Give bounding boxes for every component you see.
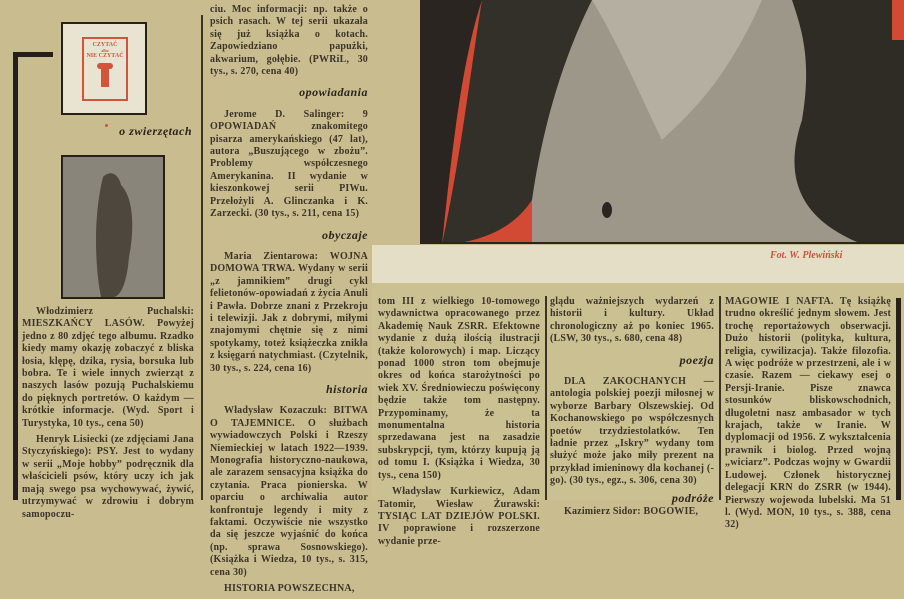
book-review: Henryk Lisiecki (ze zdjęciami Jana Styczyńskiego): PSY. Jest to wydany w serii „Moje hobby” podręcznik dla właścicieli psów, który uczy ich jak mają swego psa wychowywać, żywić, utrzymywać w zdrowiu i dobrym samopoczu- bbox=[22, 434, 194, 520]
section-heading: podróże bbox=[671, 490, 714, 505]
book-review: ciu. Moc informacji: np. także o psich rasach. W tej serii ukazała się już książka o kotach. Zapowiedziano papużki, akwarium, gołębie. (PWRiL, 30 tys., s. 270, cena 40) bbox=[210, 4, 368, 78]
marmot-photo bbox=[61, 155, 165, 299]
section-heading: obyczaje bbox=[322, 227, 368, 242]
book-review: DLA ZAKOCHANYCH — antologia polskiej poezji miłosnej w wyborze Barbary Olszewskiej. Od Kochanowskiego po współczesnych poetów trzydziestolatków. Ten ładnie przez „Iskry” wydany tom służyć może jako miły prezent na przykład imieninowy dla kochanej (-go). (30 tys., egz., s. 306, cena 30) bbox=[550, 376, 714, 487]
book-review: Włodzimierz Puchalski: MIESZKAŃCY LASÓW. Powyżej jedno z 80 zdjęć tego albumu. Rzadko kiedy mamy okazję zobaczyć z bliska łosia, klępę, dzika, rysia, borsuka lub bobra. Te i wiele innych zwierząt z naszych lasów pozują Puchalskiemu do pięknych portretów. O każdym — krótkie informacje. (Wyd. Sport i Turystyka, 10 tys., cena 50) bbox=[22, 306, 194, 429]
column-3 bbox=[378, 296, 540, 552]
logo-czytac-albo-nie-czytac bbox=[61, 22, 147, 115]
section-heading: o zwierzętach bbox=[119, 124, 192, 138]
book-review: HISTORIA POWSZECHNA, bbox=[224, 583, 355, 595]
book-review: tom III z wielkiego 10-tomowego wydawnictwa opracowanego przez Akademię Nauk ZSRR. Efektowne wydanie z dużą ilością ilustracji (także kolorowych) i map. Liczący ponad 1000 stron tom obejmuje okres od końca starożytności po wiek XV. Średniowieczu poświęcony będzie także tom następny. Przypominamy, że ta monumentalna historia sprzedawana jest na zasadzie subskrypcji, tym, którzy kupują ją od tomu I. (Książka i Wiedza, 30 tys., cena 150) bbox=[378, 296, 540, 481]
book-review: Maria Zientarowa: WOJNA DOMOWA TRWA. Wydany w serii „z jamnikiem” drugi cykl felietonów-opowiadań z życia Anuli i Pawła. Dobrze znani z Przekroju i telewizji. Jak z dobrymi, miłymi znajomymi chętnie się z nimi spotykamy, toteż książeczka znikła z księgarń natychmiast. (Czytelnik, 30 tys., s. 224, cena 16) bbox=[210, 250, 368, 374]
section-heading: opowiadania bbox=[299, 85, 368, 100]
column-4 bbox=[550, 296, 714, 523]
logo-text: NIE CZYTAĆ bbox=[86, 53, 124, 59]
book-review: Władysław Kurkiewicz, Adam Tatomir, Wiesław Żurawski: TYSIĄC LAT DZIEJÓW POLSKI. IV poprawione i rozszerzone wydanie prze- bbox=[378, 486, 540, 547]
frame-line-right bbox=[896, 298, 901, 500]
frame-line-top bbox=[13, 52, 53, 57]
frame-line bbox=[13, 52, 18, 500]
book-review: Jerome D. Salinger: 9 OPOWIADAŃ znakomitego pisarza amerykańskiego (47 lat), autora „Buszującego w zbożu”. Problemy współczesnego Amerykanina. II wydanie w kieszonkowej serii PIWu. Przełożyli A. Glinczanka i K. Zarzecki. (30 tys., s. 211, cena 15) bbox=[210, 108, 368, 220]
section-heading: historia bbox=[325, 381, 368, 396]
column-2 bbox=[210, 4, 368, 599]
photo-caption: Fot. W. Plewiński bbox=[770, 250, 843, 261]
column-divider bbox=[719, 296, 721, 500]
section-heading: poezja bbox=[679, 352, 714, 367]
book-review: glądu ważniejszych wydarzeń z historii i kultury. Układ chronologiczny aż po koniec 1965. (LSW, 30 tys., s. 680, cena 48) bbox=[550, 296, 714, 345]
logo-text: CZYTAĆ bbox=[92, 42, 118, 48]
column-divider bbox=[201, 15, 203, 500]
logo-text: albo bbox=[101, 48, 109, 53]
book-review: Kazimierz Sidor: BOGOWIE, bbox=[564, 506, 699, 518]
column-divider bbox=[545, 296, 547, 500]
book-review: MAGOWIE I NAFTA. Tę książkę trudno określić jednym słowem. Jest trochę reportażowych obserwacji. Dużo historii (polityka, kultura, religia, cywilizacja). Także filozofia. A więc podróże w przestrzeni, ale i w czasie. Razem — ciekawy esej o Persji-Iranie. Pisze znawca stosunków bliskowschodnich, długoletni nasz ambasador w tych krajach, także w Iranie. W dyplomacji od 1956. Z wykształcenia prawnik i biolog. Przed wojną „wiciarz”. Podczas wojny w Gwardii Ludowej. Członek historycznej delegacji KRN do ZSRR (w 1944). Pierwszy wojewoda lubelski. Ma 51 l. (Wyd. MON, 10 tys., s. 388, cena 32) bbox=[725, 296, 891, 531]
column-1 bbox=[22, 306, 194, 525]
book-review: Władysław Kozaczuk: BITWA O TAJEMNICE. O służbach wywiadowczych Polski i Rzeszy Niemieckiej w latach 1922—1939. Monografia historyczno-naukowa, ale zarazem sensacyjna książka do czytania. Praca pionierska. W oparciu o archiwalia autor konfrontuje legendy i mity z faktami. Oczywiście nie wszystko da się jeszcze wyjaśnić do końca (np. sprawa Sosnowskiego). (Książka i Wiedza, 10 tys., s. 315, cena 30) bbox=[210, 405, 368, 578]
portrait-photo bbox=[420, 0, 904, 244]
